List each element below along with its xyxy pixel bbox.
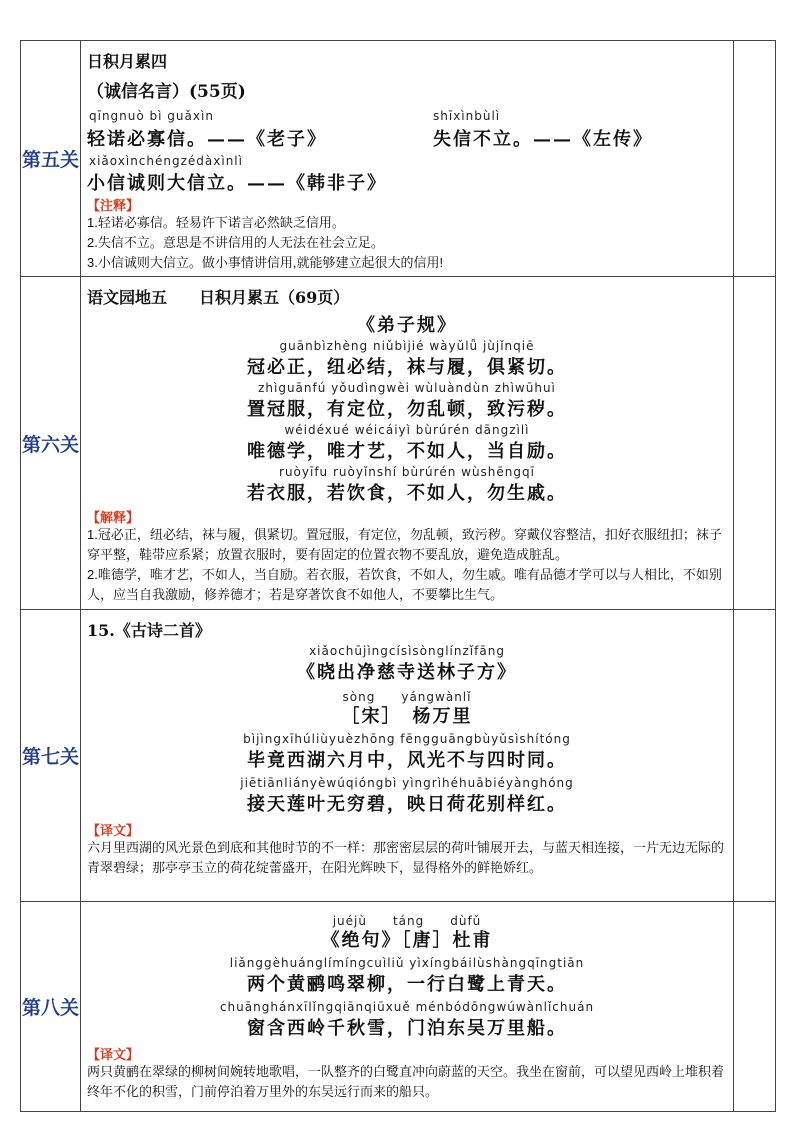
translation: 两只黄鹂在翠绿的柳树间婉转地歌唱，一队整齐的白鹭直冲向蔚蓝的天空。我坐在窗前，可以望见西岭上堆积着终年不化的积雪，门前停泊着万里外的东吴远行而来的船只。 — [87, 1064, 725, 1099]
level-6-label: 第六关 — [21, 277, 81, 609]
verse-line: 唯德学，唯才艺，不如人，当自励。 — [247, 441, 567, 462]
pinyin-line: liǎnggèhuánglímíngcuìliǔ yìxíngbáilùshàngqīngtiān — [229, 956, 585, 970]
poem-title: 《晓出净慈寺送林子方》 — [297, 662, 517, 683]
section-title: 日积月累四 — [87, 52, 168, 71]
verse-line: 窗含西岭千秋雪，门泊东吴万里船。 — [247, 1018, 567, 1039]
quote-line: 失信不立。——《左传》 — [433, 129, 653, 150]
section-title: 15.《古诗二首》 — [87, 621, 211, 640]
worksheet-table — [20, 40, 776, 1112]
translation: 六月里西湖的风光景色到底和其他时节的不一样：那密密层层的荷叶铺展开去，与蓝天相连接，一片无边无际的青翠碧绿；那亭亭玉立的荷花绽蕾盛开，在阳光辉映下，显得格外的鲜艳娇红。 — [87, 840, 725, 875]
verse-line: 两个黄鹂鸣翠柳，一行白鹭上青天。 — [247, 974, 567, 995]
quote-line: 轻诺必寡信。——《老子》 — [87, 129, 327, 150]
pinyin-line: xiǎoxìnchéngzédàxìnlì — [89, 154, 243, 168]
pinyin-line: sòng yángwànlǐ — [342, 690, 472, 704]
note-paragraph: 1.冠必正，纽必结，袜与履，俱紧切。置冠服，有定位，勿乱顿，致污秽。穿戴仪容整洁，扣好衣服纽扣；袜子穿平整，鞋带应系紧；放置衣服时，要有固定的位置衣物不要乱放，避免造成脏乱。 — [87, 527, 722, 562]
section-subtitle: （诚信名言）(55页) — [87, 82, 246, 102]
verse-line: 冠必正，纽必结，袜与履，俱紧切。 — [247, 357, 567, 378]
side-column — [733, 277, 775, 609]
quote-line: 小信诚则大信立。——《韩非子》 — [87, 173, 387, 194]
pinyin-line: shīxìnbùlì — [433, 109, 501, 123]
note-paragraph: 2.唯德学，唯才艺，不如人，当自励。若衣服，若饮食，不如人，勿生戚。唯有品德才学可以与人相比，不如别人，应当自我激励，修养德才；若是穿著饮食不如他人，不要攀比生气。 — [87, 567, 722, 602]
note-tag: 【注释】 — [87, 198, 140, 213]
pinyin-line: juéjù táng dùfǔ — [332, 914, 482, 928]
note-line: 3.小信诚则大信立。做小事情讲信用,就能够建立起很大的信用! — [87, 255, 444, 270]
pinyin-line: ruòyīfu ruòyǐnshí bùrúrén wùshēngqī — [279, 465, 535, 479]
level-7-row — [21, 610, 775, 902]
verse-line: 毕竟西湖六月中，风光不与四时同。 — [247, 750, 567, 771]
side-column — [733, 902, 775, 1111]
book-title: 《弟子规》 — [357, 315, 457, 336]
pinyin-line: guānbìzhèng niǔbìjié wàyǔlǚ jùjǐnqiē — [279, 339, 535, 353]
level-5-content — [87, 41, 727, 276]
level-8-label: 第八关 — [21, 902, 81, 1111]
level-5-row — [21, 41, 775, 277]
pinyin-line: qīngnuò bì guǎxìn — [89, 109, 214, 123]
side-column — [733, 610, 775, 901]
level-8-row — [21, 902, 775, 1111]
section-title: 语文园地五 日积月累五（69页） — [87, 288, 350, 307]
level-8-content — [87, 902, 727, 1111]
note-tag: 【译文】 — [87, 1047, 140, 1062]
pinyin-line: xiǎochūjìngcísìsònglínzǐfāng — [309, 644, 505, 658]
poem-author: ［宋］ 杨万里 — [341, 706, 473, 727]
level-6-row — [21, 277, 775, 610]
side-column — [733, 41, 775, 276]
level-7-content — [87, 610, 727, 901]
note-tag: 【译文】 — [87, 823, 140, 838]
poem-title: 《绝句》［唐］杜甫 — [321, 930, 493, 951]
pinyin-line: chuānghánxīlǐngqiānqiūxuě ménbódōngwúwànlǐchuán — [219, 1000, 595, 1014]
note-line: 2.失信不立。意思是不讲信用的人无法在社会立足。 — [87, 235, 384, 250]
level-5-label: 第五关 — [21, 41, 81, 276]
pinyin-line: zhìguānfú yǒudìngwèi wùluàndùn zhìwūhuì — [258, 381, 556, 395]
verse-line: 若衣服，若饮食，不如人，勿生戚。 — [247, 483, 567, 504]
note-line: 1.轻诺必寡信。轻易许下诺言必然缺乏信用。 — [87, 215, 345, 230]
note-tag: 【解释】 — [87, 510, 140, 525]
verse-line: 接天莲叶无穷碧，映日荷花别样红。 — [247, 794, 567, 815]
pinyin-line: wéidéxué wéicáiyì bùrúrén dāngzìlì — [284, 423, 530, 437]
verse-line: 置冠服，有定位，勿乱顿，致污秽。 — [247, 399, 567, 420]
pinyin-line: jiētiānliányèwúqióngbì yìngrìhéhuābiéyànghóng — [240, 776, 574, 790]
level-7-label: 第七关 — [21, 610, 81, 901]
level-6-content — [87, 277, 727, 609]
pinyin-line: bìjìngxīhúliùyuèzhōng fēngguāngbùyǔsìshítóng — [243, 732, 571, 746]
